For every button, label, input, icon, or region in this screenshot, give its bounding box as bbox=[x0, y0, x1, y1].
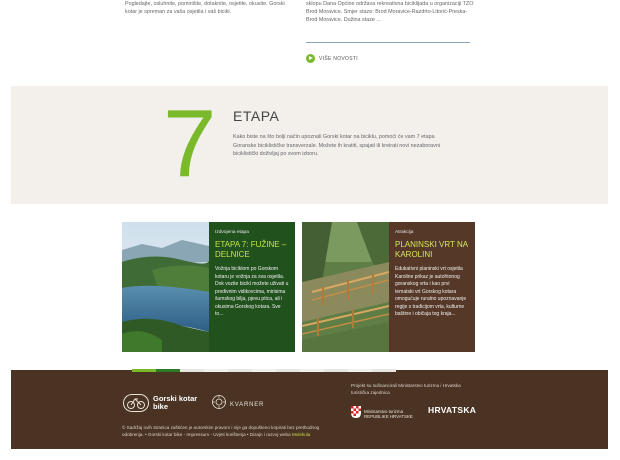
color-tab bbox=[276, 369, 300, 372]
hrvatska-logo[interactable]: HRVATSKA bbox=[428, 405, 477, 415]
color-tab bbox=[228, 369, 252, 372]
color-tab bbox=[324, 369, 348, 372]
color-tab bbox=[132, 369, 156, 372]
color-tab bbox=[204, 369, 228, 372]
ministry-country: REPUBLIKE HRVATSKE bbox=[364, 414, 413, 419]
developer-link[interactable]: Molekula bbox=[291, 432, 311, 437]
color-tab bbox=[372, 369, 396, 372]
brand-name: Gorski kotar bbox=[153, 394, 198, 403]
card-description: Vožnja biciklom po Gorskom kotaru je vožnja za sva osjetila. Dok vozite bicikl možete uživati u predivnim vidikovcima, mirisima šumskog bilja, pjevu ptica, ali i okusima Gorskog kotara. Sve to... bbox=[215, 266, 289, 317]
card-description: Edukativni planinski vrt osjetila Karoline prikaz je autohtonog goranskog vrta i kao prvi tematski vrt Gorskog kotara omogućuje ruralno upoznavanje regije s tradicijom vrta, kulturne baštine i običaja tog kraja... bbox=[395, 266, 467, 317]
etapa-description: Kako biste na što bolji način upoznali Gorski kotar na biciklu, pomoći će vam 7 etapa Goranske biciklističke transverzale. Možete ih kratiti, spajati ili kreirati novi nezaboravni biciklistički doživljaj po svom izboru. bbox=[233, 134, 441, 158]
card-panel bbox=[209, 222, 295, 352]
ministry-logo[interactable] bbox=[351, 405, 413, 423]
card-panel bbox=[389, 222, 475, 352]
brand-sub: bike bbox=[153, 402, 169, 411]
kvarner-logo[interactable] bbox=[211, 394, 264, 415]
card-title[interactable]: PLANINSKI VRT NA KAROLINI bbox=[395, 240, 468, 259]
more-news-label: VIŠE NOVOSTI bbox=[319, 55, 358, 62]
copyright-body: © Sadržaj ovih stranica zaštićen je autorskim pravom i nije ga dopušteno kopirati bez prethodnog odobrenja. • Gorski kotar bike - Impressum - Uvjeti korištenja • Dizajn i razvoj weba bbox=[122, 425, 320, 437]
etapa-number: 7 bbox=[163, 90, 217, 197]
color-tab bbox=[252, 369, 276, 372]
play-arrow-icon bbox=[306, 54, 315, 63]
card-category: Atrakcija bbox=[395, 230, 414, 235]
copyright-text bbox=[122, 424, 337, 438]
more-news-link[interactable] bbox=[306, 54, 358, 63]
sun-icon bbox=[211, 394, 227, 415]
card-title[interactable]: ETAPA 7: FUŽINE – DELNICE bbox=[215, 240, 287, 259]
color-tab bbox=[300, 369, 324, 372]
news-divider bbox=[306, 42, 470, 43]
color-tab bbox=[348, 369, 372, 372]
bicycle-icon bbox=[123, 394, 149, 412]
etapa-title: ETAPA bbox=[233, 108, 280, 124]
card-category: Izdvojena etapa bbox=[215, 230, 249, 235]
garden-photo bbox=[302, 222, 389, 352]
color-tab bbox=[156, 369, 180, 372]
ministry-name: Ministarstvo turizma bbox=[364, 409, 404, 414]
footer-color-tabs bbox=[132, 369, 396, 372]
kvarner-label: KVARNER bbox=[230, 401, 265, 408]
news-left-excerpt: Pogledajte, osluhnite, pomirišite, dotaknite, osjetite, okusite. Gorski kotar je spreman za vaša osjetila i vaš bicikl. bbox=[125, 1, 285, 15]
news-right-excerpt: sklopu Dana Općine održava rekreativna biciklijada u organizaciji TZO Brod Moravice. Smjer staze: Brod Moravice-Razdrto-Litorić-Preska-Brod Moravice. Dužina staze ... bbox=[306, 1, 474, 23]
attraction-card[interactable] bbox=[302, 222, 475, 352]
featured-stage-card[interactable] bbox=[122, 222, 295, 352]
gorski-kotar-bike-logo[interactable] bbox=[123, 394, 197, 412]
croatian-shield-icon bbox=[351, 405, 361, 423]
color-tab bbox=[180, 369, 204, 372]
cofund-text: Projekt su sufinancirali Ministarstvo turizma i Hrvatska turistička zajednica bbox=[351, 383, 461, 395]
lake-photo bbox=[122, 222, 209, 352]
